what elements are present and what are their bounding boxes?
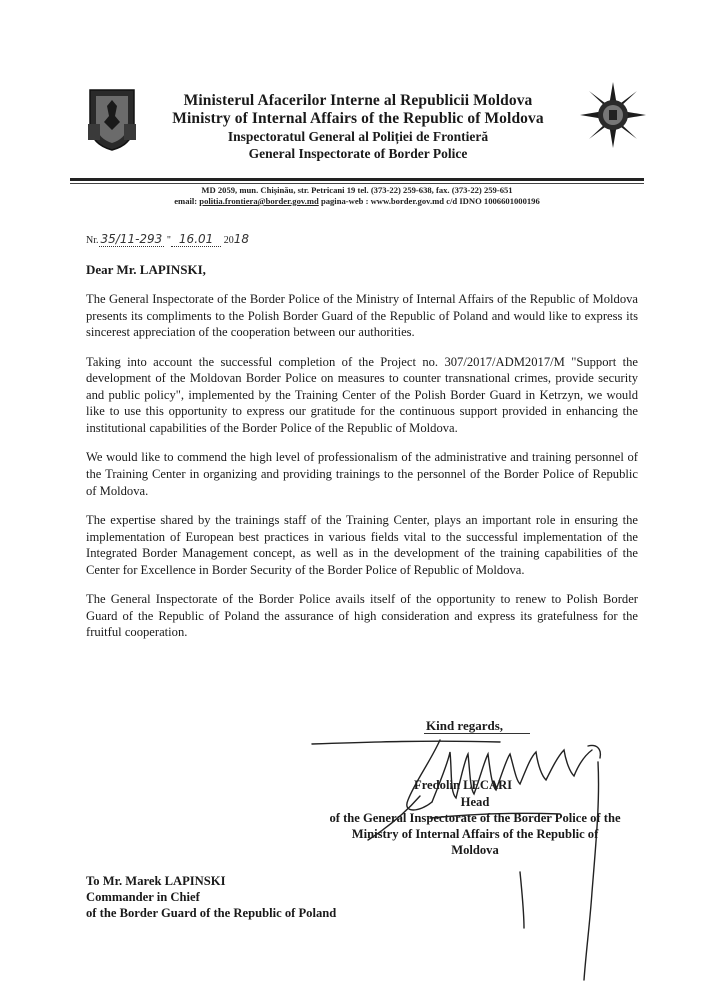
reference-year-suffix: 18 (233, 232, 250, 246)
paragraph: We would like to commend the high level of professionalism of the administrative and training personnel of the Training Center in organizing and providing trainings to the personnel of the Border Police of Republic of Moldova. (86, 450, 638, 498)
coat-of-arms-logo (86, 86, 138, 152)
salutation: Dear Mr. LAPINSKI, (86, 262, 206, 277)
signatory-title: Head (460, 795, 490, 809)
letterhead-inspectorate-ro: Inspectoratul General al Poliției de Frontieră (227, 129, 489, 144)
letterhead-inspectorate-en: General Inspectorate of Border Police (248, 146, 468, 161)
signatory-org-line: Ministry of Internal Affairs of the Republic of (351, 827, 599, 841)
letter-body (86, 291, 638, 654)
reference-number-value: 35/11-293 (100, 232, 163, 246)
reference-prefix: Nr. (86, 235, 99, 246)
paragraph: The General Inspectorate of the Border Police of the Ministry of Internal Affairs of the Republic of Moldova presents its compliments to the Polish Border Guard of the Republic of Poland and would like to express its sincerest appreciation of the cooperation between our authorities. (86, 292, 638, 340)
postal-address: MD 2059, mun. Chișinău, str. Petricani 19 tel. (373-22) 259-638, fax. (373-22) 259-651 (201, 185, 513, 195)
border-police-star-emblem (578, 80, 648, 150)
recipient-name: To Mr. Marek LAPINSKI (86, 874, 226, 888)
recipient-block (86, 873, 336, 921)
reference-date: 16.01 (178, 232, 214, 246)
paragraph: Taking into account the successful completion of the Project no. 307/2017/ADM2017/M "Support the development of the Moldovan Border Police on measures to counter transnational crimes, provide security and public policy", implemented by the Training Center of the Polish Border Guard in Ketrzyn, we would like to use this opportunity to express our gratitude for the continuous support provided in enhancing the institutional capabilities of the Border Police of the Republic of Moldova. (86, 354, 638, 435)
signatory-block (300, 778, 650, 858)
email-web-line (70, 196, 644, 207)
paragraph: The General Inspectorate of the Border Police avails itself of the opportunity to renew to Polish Border Guard of the Republic of Poland the assurance of high consideration and express its gratefulness for the fruitful cooperation. (86, 592, 638, 640)
reference-year-prefix: 20 (223, 235, 234, 246)
closing-underline (424, 733, 530, 734)
email-label: email: (174, 196, 198, 206)
website-idno: pagina-web : www.border.gov.md c/d IDNO 1006601000196 (320, 196, 540, 206)
letterhead (140, 92, 576, 162)
signatory-name: Fredolin LECARI (414, 778, 513, 792)
signatory-org-line: Moldova (451, 843, 499, 857)
contact-address (70, 185, 644, 207)
recipient-org: of the Border Guard of the Republic of Poland (86, 906, 337, 920)
signatory-org-line: of the General Inspectorate of the Border Police of the (329, 811, 621, 825)
header-rule-thick (70, 178, 644, 181)
closing-phrase: Kind regards, (426, 718, 504, 733)
paragraph: The expertise shared by the trainings staff of the Training Center, plays an important role in ensuring the implementation of European best practices in various fields vital to the successful implementation of the Integrated Border Management concept, as well as in the development of the training capabilities of the Center for Excellence in Border Security of the Border Police of Republic of Moldova. (86, 512, 638, 577)
header-rule-thin (70, 183, 644, 184)
date-quote: " (166, 235, 171, 246)
letterhead-line-ro: Ministerul Afacerilor Interne al Republicii Moldova (183, 92, 533, 109)
reference-number (86, 232, 249, 247)
recipient-title: Commander in Chief (86, 890, 200, 904)
email-address: politia.frontiera@border.gov.md (199, 196, 319, 206)
letterhead-line-en: Ministry of Internal Affairs of the Republic of Moldova (172, 110, 544, 127)
